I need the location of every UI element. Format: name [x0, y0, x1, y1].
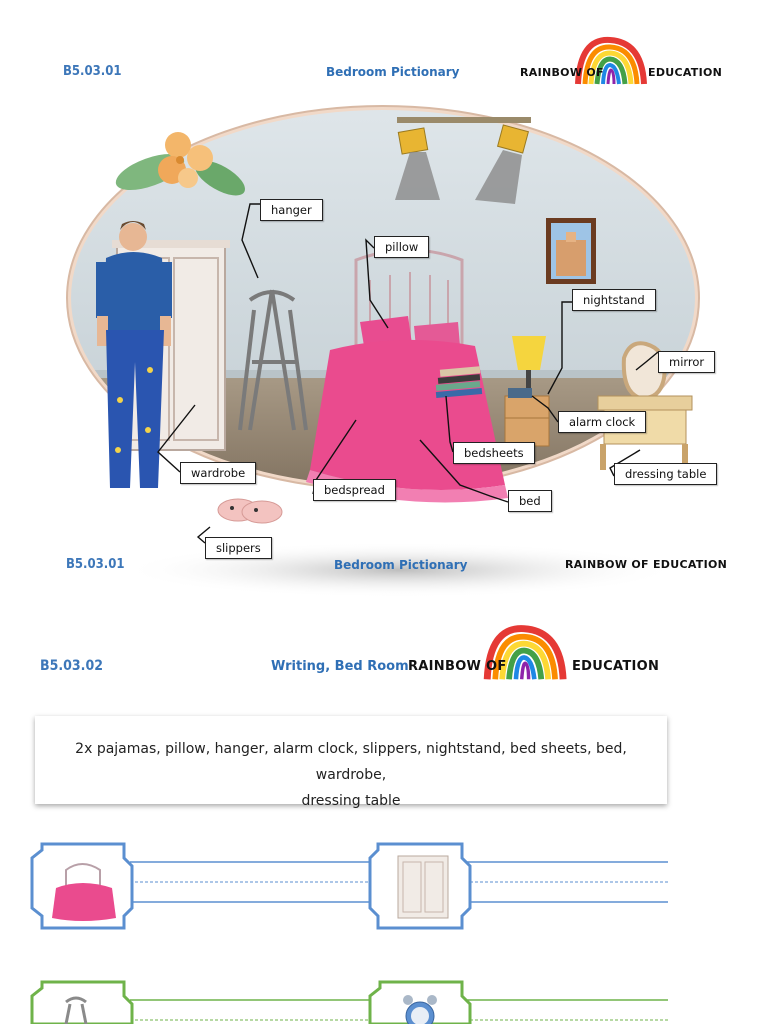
footer-code: B5.03.01: [66, 557, 125, 572]
word-bank-line-1: 2x pajamas, pillow, hanger, alarm clock, slippers, nightstand, bed sheets, bed, wardrobe,: [75, 741, 627, 783]
writing-row-blue: [32, 844, 668, 928]
bedroom-illustration: [0, 100, 768, 600]
rainbow-icon: [478, 622, 570, 686]
footer-brand: RAINBOW OF EDUCATION: [565, 558, 728, 571]
wall-picture: [546, 218, 596, 284]
page-code: B5.03.02: [40, 658, 103, 674]
label-bedsheets: bedsheets: [453, 442, 535, 464]
picture-frame-hanger: [32, 982, 132, 1024]
writing-rows: [0, 830, 768, 1024]
brand-left: RAINBOW OF: [520, 66, 604, 79]
brand-right: EDUCATION: [572, 659, 660, 674]
label-nightstand: nightstand: [572, 289, 656, 311]
label-slippers: slippers: [205, 537, 272, 559]
label-bedspread: bedspread: [313, 479, 396, 501]
label-alarm-clock: alarm clock: [558, 411, 646, 433]
brand-left: RAINBOW OF: [408, 659, 507, 674]
alarm-clock-icon: [508, 388, 532, 398]
slippers-image: [218, 499, 282, 523]
footer-title: Bedroom Pictionary: [334, 558, 468, 572]
rainbow-icon: [570, 36, 650, 88]
label-mirror: mirror: [658, 351, 715, 373]
label-wardrobe: wardrobe: [180, 462, 256, 484]
label-hanger: hanger: [260, 199, 323, 221]
label-bed: bed: [508, 490, 552, 512]
label-dressing-table: dressing table: [614, 463, 717, 485]
page-title: Writing, Bed Room: [271, 659, 409, 674]
brand-right: EDUCATION: [648, 66, 723, 79]
word-bank: [35, 716, 667, 809]
label-pillow: pillow: [374, 236, 429, 258]
page-code: B5.03.01: [63, 64, 122, 79]
page-title: Bedroom Pictionary: [326, 65, 460, 79]
writing-row-green: [32, 982, 668, 1024]
word-bank-line-2: dressing table: [301, 793, 401, 809]
wardrobe-thumbnail: [398, 856, 448, 918]
